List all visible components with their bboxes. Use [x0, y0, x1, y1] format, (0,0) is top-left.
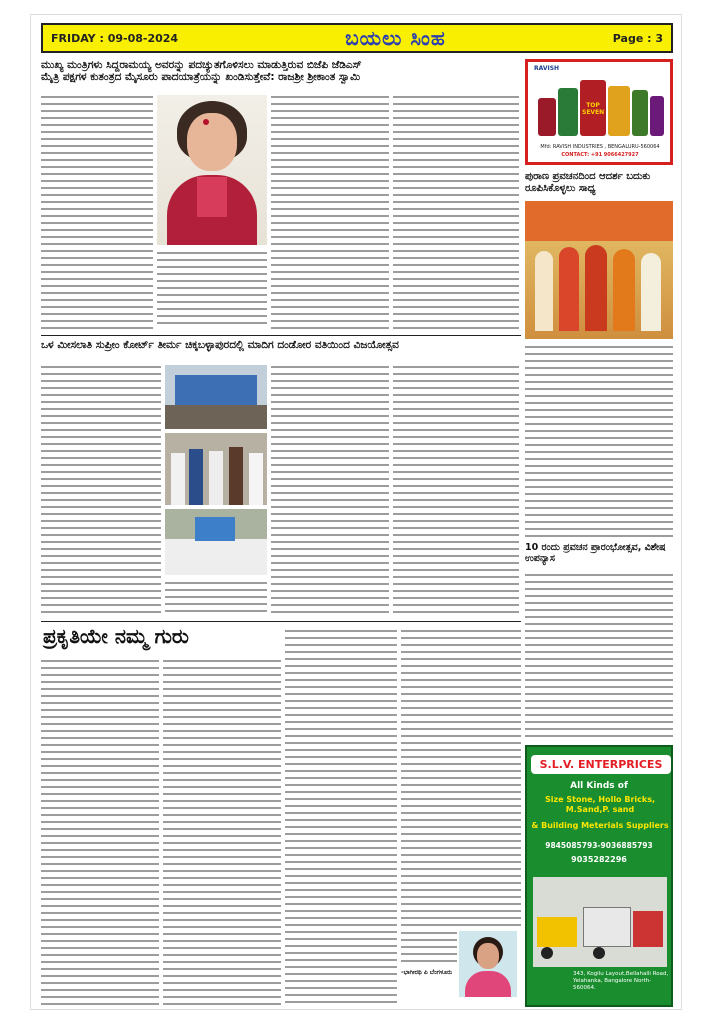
purana-body — [525, 343, 673, 539]
purana-photo — [525, 201, 673, 339]
madiga-photo-2 — [165, 433, 267, 505]
nature-author-photo — [459, 931, 517, 997]
lead-body-col1 — [41, 93, 153, 329]
slv-phone1: 9845085793-9036885793 — [545, 841, 653, 850]
slv-truck-illustration — [533, 877, 667, 967]
slv-line1: All Kinds of — [570, 781, 628, 791]
slv-ad — [525, 745, 673, 1007]
page-number: Page : 3 — [612, 31, 663, 45]
madiga-headline: ಒಳ ಮೀಸಲಾತಿ ಸುಪ್ರೀಂ ಕೋರ್ಟ್ ತೀರ್ಮ ಚಿಕ್ಕಬಳ್ಳಾಪುರದಲ್ಲಿ ಮಾದಿಗ ದಂಡೋರ ವತಿಯಿಂದ ವಿಜಯೋತ್ಸವ — [41, 339, 399, 351]
nature-body-col3 — [285, 627, 397, 1007]
lead-body-col4 — [393, 93, 519, 329]
lead-headline-line1: ಮುಖ್ಯ ಮಂತ್ರಿಗಳು ಸಿದ್ದರಾಮಯ್ಯ ಅವರನ್ನು ಪದಚ್ಯುತಗೊಳಿಸಲು ಮಾಡುತ್ತಿರುವ ಬಿಜೆಪಿ ಜೆಡಿಎಸ್ — [41, 59, 362, 71]
divider-nature — [41, 621, 521, 622]
lead-body-col2 — [157, 249, 267, 329]
divider-lead — [41, 335, 521, 336]
madiga-photo-3 — [165, 509, 267, 575]
ravish-product-name: TOP SEVEN — [582, 102, 605, 116]
ravish-brand: RAVISH — [534, 65, 560, 72]
nature-body-col1 — [41, 657, 159, 1007]
issue-date: FRIDAY : 09-08-2024 — [51, 31, 179, 45]
lead-headline-line2: ಮೈತ್ರಿ ಪಕ್ಷಗಳ ಕುತಂತ್ರದ ಮೈಸೂರು ಪಾದಯಾತ್ರೆಯನ್ನು ಖಂಡಿಸುತ್ತೇವೆ: ರಾಜಶ್ರೀ ಶ್ರೀಕಾಂತ ಸ್ವಾಮಿ — [41, 71, 361, 84]
slv-line2: Size Stone, Hollo Bricks, M.Sand,P. sand — [544, 795, 655, 815]
nature-byline: -ಭಾಗೀರಥಿ ಪಿ ಬೆಂಗಳೂರು — [401, 969, 453, 976]
10days-headline: 10 ರಂದು ಪ್ರವಚನ ಪ್ರಾರಂಭೋತ್ಸವ, ವಿಶೇಷ ಉಪನ್ಯಾಸ — [525, 542, 666, 564]
madiga-body-col1 — [41, 363, 161, 617]
ravish-footer-1: Mfd: RAVISH INDUSTRIES , BENGALURU-560064 — [540, 144, 660, 150]
lead-headline — [41, 59, 521, 83]
lead-portrait-photo — [157, 95, 267, 245]
10days-body — [525, 571, 673, 739]
slv-title: S.L.V. ENTERPRICES — [531, 755, 671, 774]
lead-body-col3 — [271, 93, 389, 329]
masthead — [41, 23, 673, 53]
nature-body-col4-end — [401, 929, 457, 965]
madiga-body-col2 — [165, 579, 267, 617]
nature-body-col2 — [163, 657, 281, 1007]
slv-line3: & Building Meterials Suppliers — [531, 821, 669, 830]
slv-address: 343, Kogilu Layout,Bellahalli Road, Yelahanka, Bangalore North-560064. — [573, 971, 669, 991]
ravish-ad — [525, 59, 673, 165]
nature-body-col4 — [401, 627, 521, 927]
madiga-body-col3 — [271, 363, 389, 617]
ravish-footer-2: CONTACT: +91 9066427927 — [561, 152, 639, 158]
slv-phone2: 9035282296 — [571, 855, 627, 864]
paper-name: ಬಯಲು ಸಿಂಹ — [345, 26, 446, 50]
nature-headline: ಪ್ರಕೃತಿಯೇ ನಮ್ಮ ಗುರು — [43, 624, 189, 648]
purana-headline: ಪುರಾಣ ಪ್ರವಚನದಿಂದ ಆದರ್ಶ ಬದುಕು ರೂಪಿಸಿಕೊಳ್ಳಲು ಸಾಧ್ಯ — [525, 171, 651, 194]
ravish-products — [538, 80, 662, 138]
madiga-body-col4 — [393, 363, 519, 617]
newspaper-page — [30, 14, 682, 1010]
madiga-photo-1 — [165, 365, 267, 429]
